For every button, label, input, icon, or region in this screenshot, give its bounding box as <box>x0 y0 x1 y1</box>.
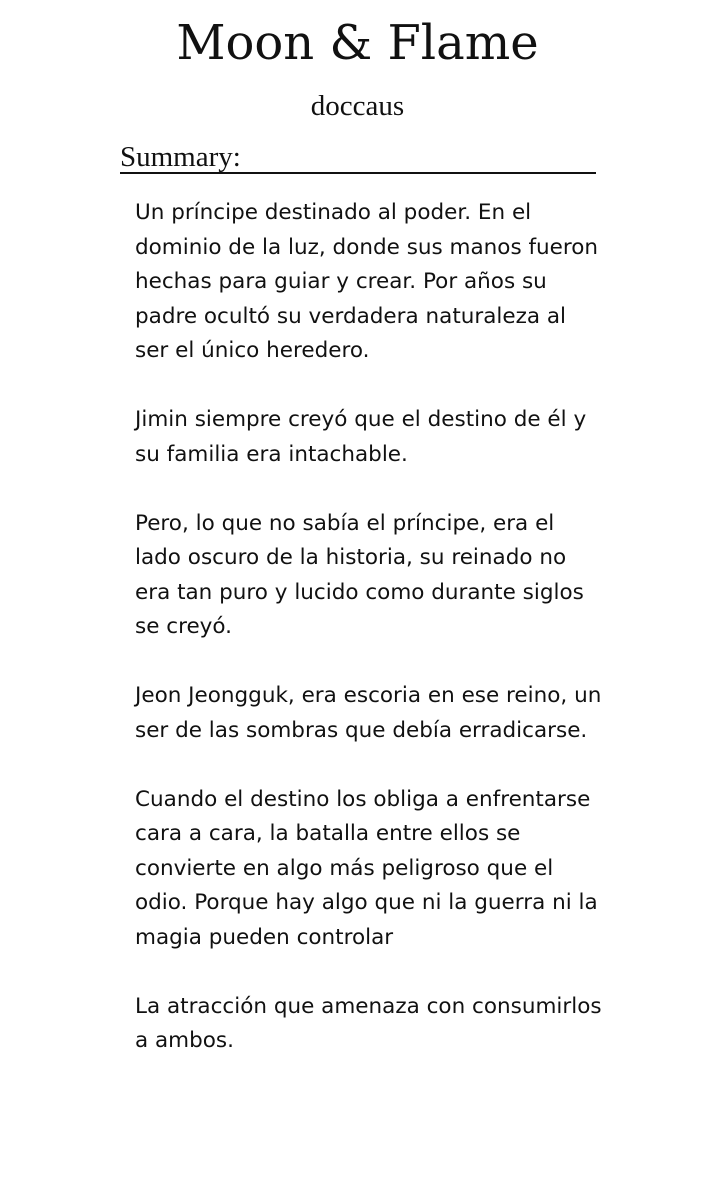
summary-paragraph-1: Un príncipe destinado al poder. En el dominio de la luz, donde sus manos fueron hechas para guiar y crear. Por años su padre ocultó su verdadera naturaleza al ser el único heredero. <box>135 200 599 363</box>
summary-paragraph-2: Jimin siempre creyó que el destino de él y su familia era intachable. <box>135 407 587 467</box>
work-title: Moon & Flame <box>176 15 539 71</box>
summary-paragraph-5: Cuando el destino los obliga a enfrentarse cara a cara, la batalla entre ellos se convierte en algo más peligroso que el odio. Porque hay algo que ni la guerra ni la magia pueden controlar <box>135 786 598 950</box>
summary-paragraph-3: Pero, lo que no sabía el príncipe, era el lado oscuro de la historia, su reinado no era tan puro y lucido como durante siglos se creyó. <box>135 510 584 639</box>
summary-heading: Summary: <box>120 138 596 174</box>
summary-paragraph-4: Jeon Jeongguk, era escoria en ese reino, un ser de las sombras que debía erradicarse. <box>135 683 602 743</box>
summary-paragraph-6: La atracción que amenaza con consumirlos a ambos. <box>135 993 602 1053</box>
author-name: doccaus <box>310 90 405 122</box>
summary-body <box>135 196 605 1059</box>
